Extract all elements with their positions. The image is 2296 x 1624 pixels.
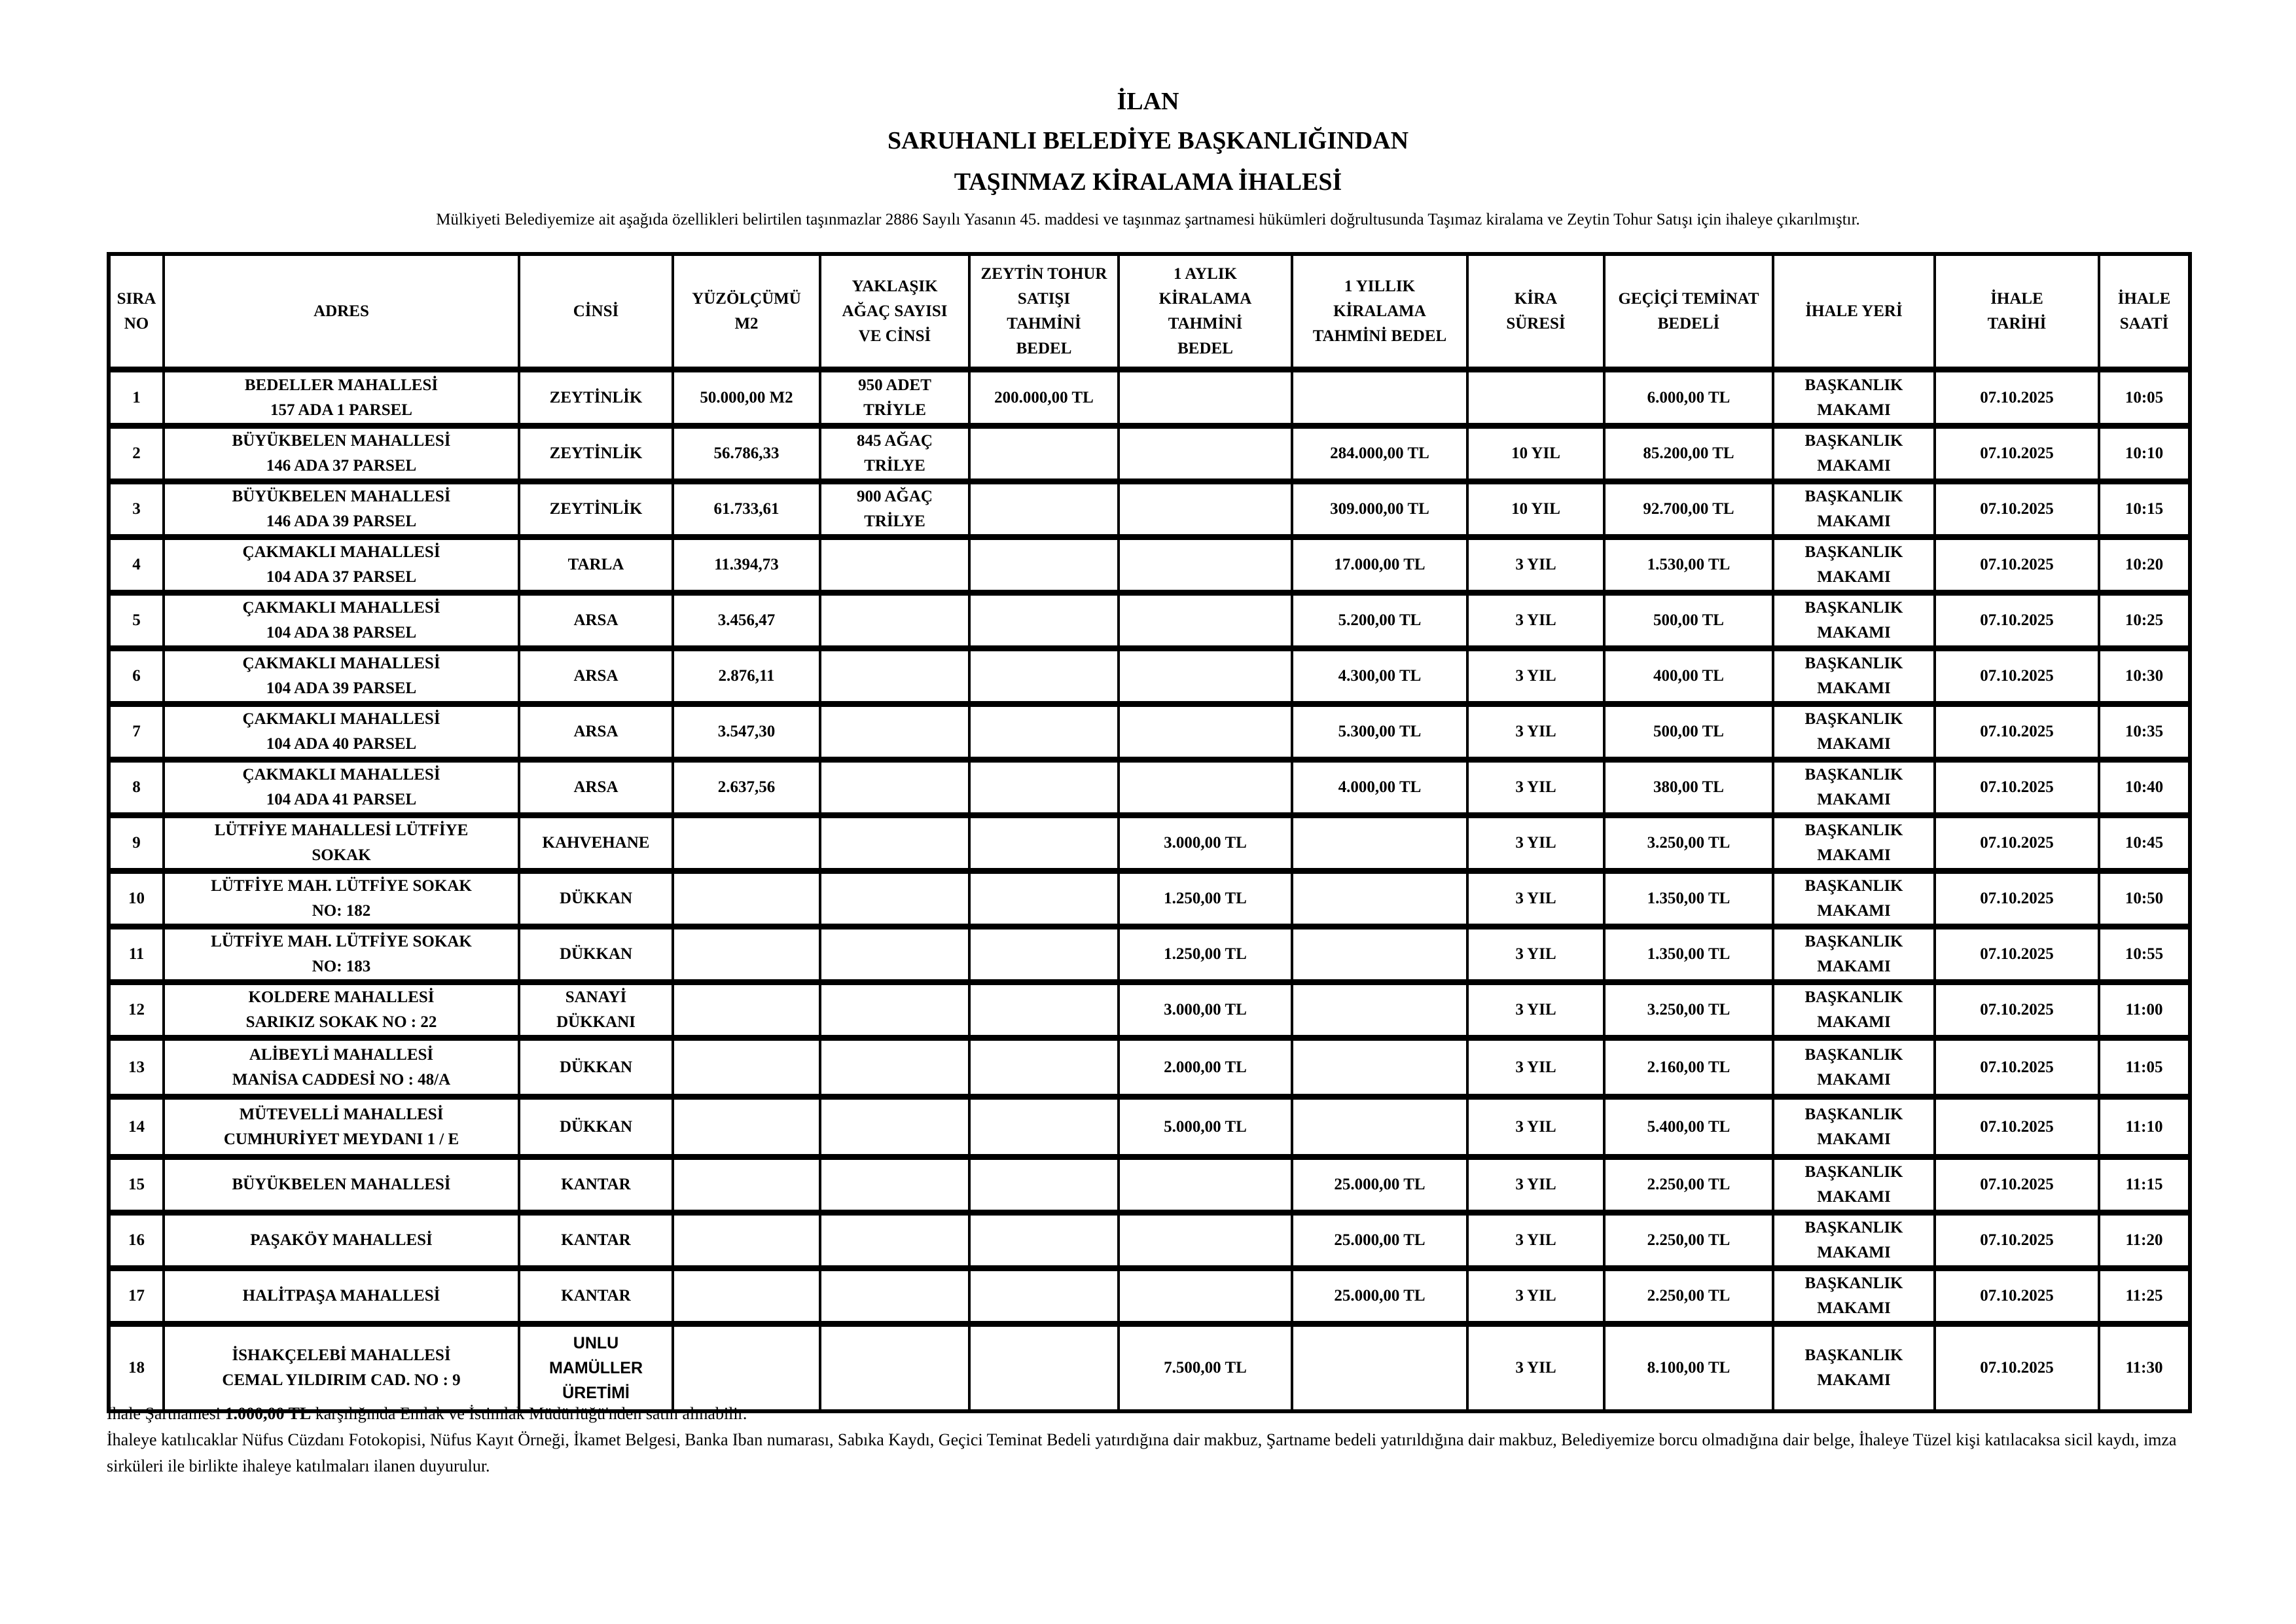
area-cell	[673, 1324, 820, 1411]
date-cell: 07.10.2025	[1935, 1097, 2099, 1157]
monthly-rent-cell	[1119, 426, 1292, 482]
deposit-cell: 1.350,00 TL	[1604, 927, 1773, 983]
lease-term-cell: 10 YIL	[1467, 482, 1604, 537]
lease-term-cell: 3 YIL	[1467, 760, 1604, 816]
seed-sale-cell	[969, 1097, 1119, 1157]
yearly-rent-cell: 4.300,00 TL	[1292, 649, 1467, 704]
date-cell: 07.10.2025	[1935, 1269, 2099, 1324]
venue-cell: BAŞKANLIK MAKAMI	[1773, 482, 1935, 537]
column-header: ZEYTİN TOHUR SATIŞI TAHMİNİ BEDEL	[969, 254, 1119, 370]
type-cell: DÜKKAN	[519, 927, 673, 983]
column-header: İHALE SAATİ	[2099, 254, 2190, 370]
footer-spec-pre: İhale Şartnamesi	[107, 1404, 225, 1423]
venue-cell: BAŞKANLIK MAKAMI	[1773, 1213, 1935, 1269]
column-header: YÜZÖLÇÜMÜ M2	[673, 254, 820, 370]
area-cell	[673, 1269, 820, 1324]
deposit-cell: 2.250,00 TL	[1604, 1269, 1773, 1324]
column-header: KİRA SÜRESİ	[1467, 254, 1604, 370]
tree-count-cell	[820, 593, 969, 649]
seed-sale-cell	[969, 1038, 1119, 1097]
seed-sale-cell	[969, 816, 1119, 871]
address-cell: PAŞAKÖY MAHALLESİ	[164, 1213, 519, 1269]
row-number: 17	[109, 1269, 164, 1324]
tree-count-cell: 845 AĞAÇ TRİLYE	[820, 426, 969, 482]
tree-count-cell	[820, 1324, 969, 1411]
venue-cell: BAŞKANLIK MAKAMI	[1773, 1269, 1935, 1324]
row-number: 14	[109, 1097, 164, 1157]
time-cell: 11:25	[2099, 1269, 2190, 1324]
address-cell: ALİBEYLİ MAHALLESİ MANİSA CADDESİ NO : 48/A	[164, 1038, 519, 1097]
row-number: 18	[109, 1324, 164, 1411]
area-cell	[673, 1038, 820, 1097]
lease-term-cell: 3 YIL	[1467, 1213, 1604, 1269]
date-cell: 07.10.2025	[1935, 1324, 2099, 1411]
deposit-cell: 6.000,00 TL	[1604, 370, 1773, 426]
seed-sale-cell	[969, 482, 1119, 537]
type-cell: ARSA	[519, 760, 673, 816]
time-cell: 11:30	[2099, 1324, 2190, 1411]
type-cell: KANTAR	[519, 1269, 673, 1324]
yearly-rent-cell: 17.000,00 TL	[1292, 537, 1467, 593]
row-number: 5	[109, 593, 164, 649]
lease-term-cell: 3 YIL	[1467, 704, 1604, 760]
deposit-cell: 2.160,00 TL	[1604, 1038, 1773, 1097]
yearly-rent-cell	[1292, 927, 1467, 983]
column-header: YAKLAŞIK AĞAÇ SAYISI VE CİNSİ	[820, 254, 969, 370]
area-cell	[673, 871, 820, 927]
monthly-rent-cell: 3.000,00 TL	[1119, 983, 1292, 1038]
yearly-rent-cell: 25.000,00 TL	[1292, 1213, 1467, 1269]
column-header: SIRA NO	[109, 254, 164, 370]
table-row	[109, 704, 2190, 760]
row-number: 1	[109, 370, 164, 426]
type-cell: ZEYTİNLİK	[519, 482, 673, 537]
yearly-rent-cell	[1292, 370, 1467, 426]
deposit-cell: 5.400,00 TL	[1604, 1097, 1773, 1157]
date-cell: 07.10.2025	[1935, 927, 2099, 983]
yearly-rent-cell: 4.000,00 TL	[1292, 760, 1467, 816]
table-row	[109, 426, 2190, 482]
address-cell: LÜTFİYE MAH. LÜTFİYE SOKAK NO: 183	[164, 927, 519, 983]
column-header: CİNSİ	[519, 254, 673, 370]
date-cell: 07.10.2025	[1935, 704, 2099, 760]
time-cell: 10:30	[2099, 649, 2190, 704]
row-number: 11	[109, 927, 164, 983]
time-cell: 10:40	[2099, 760, 2190, 816]
date-cell: 07.10.2025	[1935, 537, 2099, 593]
column-header: GEÇİÇİ TEMİNAT BEDELİ	[1604, 254, 1773, 370]
tree-count-cell	[820, 760, 969, 816]
address-cell: HALİTPAŞA MAHALLESİ	[164, 1269, 519, 1324]
deposit-cell: 500,00 TL	[1604, 704, 1773, 760]
address-cell: İSHAKÇELEBİ MAHALLESİ CEMAL YILDIRIM CAD. NO : 9	[164, 1324, 519, 1411]
tree-count-cell	[820, 537, 969, 593]
footer-spec-price: 1.000,00 TL	[224, 1404, 312, 1423]
table-row	[109, 760, 2190, 816]
time-cell: 11:00	[2099, 983, 2190, 1038]
tree-count-cell	[820, 1157, 969, 1213]
type-cell: DÜKKAN	[519, 1038, 673, 1097]
monthly-rent-cell	[1119, 1269, 1292, 1324]
deposit-cell: 92.700,00 TL	[1604, 482, 1773, 537]
seed-sale-cell	[969, 426, 1119, 482]
row-number: 7	[109, 704, 164, 760]
venue-cell: BAŞKANLIK MAKAMI	[1773, 370, 1935, 426]
yearly-rent-cell	[1292, 1324, 1467, 1411]
time-cell: 11:10	[2099, 1097, 2190, 1157]
monthly-rent-cell	[1119, 704, 1292, 760]
area-cell	[673, 927, 820, 983]
type-cell: DÜKKAN	[519, 1097, 673, 1157]
notice-title: İLAN	[1117, 88, 1179, 115]
date-cell: 07.10.2025	[1935, 760, 2099, 816]
monthly-rent-cell	[1119, 593, 1292, 649]
time-cell: 10:35	[2099, 704, 2190, 760]
address-cell: ÇAKMAKLI MAHALLESİ 104 ADA 38 PARSEL	[164, 593, 519, 649]
seed-sale-cell	[969, 1157, 1119, 1213]
date-cell: 07.10.2025	[1935, 1213, 2099, 1269]
date-cell: 07.10.2025	[1935, 1157, 2099, 1213]
type-cell: TARLA	[519, 537, 673, 593]
area-cell: 61.733,61	[673, 482, 820, 537]
type-cell: KANTAR	[519, 1157, 673, 1213]
row-number: 9	[109, 816, 164, 871]
tree-count-cell	[820, 1269, 969, 1324]
address-cell: LÜTFİYE MAHALLESİ LÜTFİYE SOKAK	[164, 816, 519, 871]
time-cell: 10:25	[2099, 593, 2190, 649]
lease-term-cell: 3 YIL	[1467, 1038, 1604, 1097]
time-cell: 11:05	[2099, 1038, 2190, 1097]
monthly-rent-cell	[1119, 1157, 1292, 1213]
table-row	[109, 1157, 2190, 1213]
table-row	[109, 1324, 2190, 1411]
deposit-cell: 3.250,00 TL	[1604, 816, 1773, 871]
seed-sale-cell	[969, 537, 1119, 593]
monthly-rent-cell	[1119, 482, 1292, 537]
tender-table	[107, 252, 2192, 1413]
seed-sale-cell	[969, 1324, 1119, 1411]
deposit-cell: 380,00 TL	[1604, 760, 1773, 816]
column-header: 1 YILLIK KİRALAMA TAHMİNİ BEDEL	[1292, 254, 1467, 370]
type-cell: ARSA	[519, 593, 673, 649]
table-row	[109, 593, 2190, 649]
seed-sale-cell	[969, 1213, 1119, 1269]
lease-term-cell: 10 YIL	[1467, 426, 1604, 482]
venue-cell: BAŞKANLIK MAKAMI	[1773, 871, 1935, 927]
yearly-rent-cell	[1292, 871, 1467, 927]
table-row	[109, 816, 2190, 871]
footer-spec-note	[107, 1401, 2188, 1427]
column-header: İHALE TARİHİ	[1935, 254, 2099, 370]
type-cell: ARSA	[519, 649, 673, 704]
monthly-rent-cell	[1119, 537, 1292, 593]
type-cell: SANAYİ DÜKKANI	[519, 983, 673, 1038]
lease-term-cell	[1467, 370, 1604, 426]
table-row	[109, 649, 2190, 704]
type-cell: KANTAR	[519, 1213, 673, 1269]
type-cell: ZEYTİNLİK	[519, 370, 673, 426]
deposit-cell: 1.350,00 TL	[1604, 871, 1773, 927]
yearly-rent-cell	[1292, 1038, 1467, 1097]
row-number: 2	[109, 426, 164, 482]
time-cell: 10:50	[2099, 871, 2190, 927]
date-cell: 07.10.2025	[1935, 426, 2099, 482]
venue-cell: BAŞKANLIK MAKAMI	[1773, 426, 1935, 482]
deposit-cell: 2.250,00 TL	[1604, 1157, 1773, 1213]
area-cell: 50.000,00 M2	[673, 370, 820, 426]
table-row	[109, 370, 2190, 426]
seed-sale-cell	[969, 649, 1119, 704]
area-cell: 3.456,47	[673, 593, 820, 649]
monthly-rent-cell: 1.250,00 TL	[1119, 927, 1292, 983]
area-cell: 56.786,33	[673, 426, 820, 482]
time-cell: 10:05	[2099, 370, 2190, 426]
date-cell: 07.10.2025	[1935, 1038, 2099, 1097]
deposit-cell: 500,00 TL	[1604, 593, 1773, 649]
time-cell: 10:15	[2099, 482, 2190, 537]
row-number: 4	[109, 537, 164, 593]
table-row	[109, 983, 2190, 1038]
venue-cell: BAŞKANLIK MAKAMI	[1773, 537, 1935, 593]
area-cell: 11.394,73	[673, 537, 820, 593]
seed-sale-cell	[969, 593, 1119, 649]
time-cell: 10:20	[2099, 537, 2190, 593]
venue-cell: BAŞKANLIK MAKAMI	[1773, 760, 1935, 816]
address-cell: BÜYÜKBELEN MAHALLESİ 146 ADA 37 PARSEL	[164, 426, 519, 482]
venue-cell: BAŞKANLIK MAKAMI	[1773, 983, 1935, 1038]
seed-sale-cell	[969, 704, 1119, 760]
area-cell: 3.547,30	[673, 704, 820, 760]
address-cell: BEDELLER MAHALLESİ 157 ADA 1 PARSEL	[164, 370, 519, 426]
venue-cell: BAŞKANLIK MAKAMI	[1773, 704, 1935, 760]
deposit-cell: 400,00 TL	[1604, 649, 1773, 704]
row-number: 12	[109, 983, 164, 1038]
venue-cell: BAŞKANLIK MAKAMI	[1773, 593, 1935, 649]
seed-sale-cell	[969, 927, 1119, 983]
type-cell: ZEYTİNLİK	[519, 426, 673, 482]
row-number: 8	[109, 760, 164, 816]
footer-spec-post: karşılığında Emlak ve İstimlak Müdürlüğü'nden satın alınabilir.	[311, 1404, 747, 1423]
monthly-rent-cell: 5.000,00 TL	[1119, 1097, 1292, 1157]
lease-term-cell: 3 YIL	[1467, 537, 1604, 593]
lease-term-cell: 3 YIL	[1467, 593, 1604, 649]
tree-count-cell	[820, 983, 969, 1038]
seed-sale-cell	[969, 760, 1119, 816]
table-row	[109, 537, 2190, 593]
venue-cell: BAŞKANLIK MAKAMI	[1773, 649, 1935, 704]
area-cell	[673, 1157, 820, 1213]
date-cell: 07.10.2025	[1935, 370, 2099, 426]
yearly-rent-cell	[1292, 816, 1467, 871]
time-cell: 10:10	[2099, 426, 2190, 482]
tree-count-cell	[820, 927, 969, 983]
table-header-row	[109, 254, 2190, 370]
monthly-rent-cell: 7.500,00 TL	[1119, 1324, 1292, 1411]
area-cell: 2.637,56	[673, 760, 820, 816]
address-cell: ÇAKMAKLI MAHALLESİ 104 ADA 41 PARSEL	[164, 760, 519, 816]
deposit-cell: 85.200,00 TL	[1604, 426, 1773, 482]
area-cell	[673, 1213, 820, 1269]
row-number: 13	[109, 1038, 164, 1097]
table-row	[109, 927, 2190, 983]
tender-title: TAŞINMAZ KİRALAMA İHALESİ	[954, 168, 1342, 196]
address-cell: MÜTEVELLİ MAHALLESİ CUMHURİYET MEYDANI 1 / E	[164, 1097, 519, 1157]
address-cell: KOLDERE MAHALLESİ SARIKIZ SOKAK NO : 22	[164, 983, 519, 1038]
date-cell: 07.10.2025	[1935, 983, 2099, 1038]
lease-term-cell: 3 YIL	[1467, 871, 1604, 927]
address-cell: BÜYÜKBELEN MAHALLESİ 146 ADA 39 PARSEL	[164, 482, 519, 537]
row-number: 3	[109, 482, 164, 537]
venue-cell: BAŞKANLIK MAKAMI	[1773, 1097, 1935, 1157]
address-cell: ÇAKMAKLI MAHALLESİ 104 ADA 39 PARSEL	[164, 649, 519, 704]
row-number: 10	[109, 871, 164, 927]
tree-count-cell	[820, 1097, 969, 1157]
row-number: 15	[109, 1157, 164, 1213]
date-cell: 07.10.2025	[1935, 593, 2099, 649]
venue-cell: BAŞKANLIK MAKAMI	[1773, 816, 1935, 871]
date-cell: 07.10.2025	[1935, 482, 2099, 537]
type-cell: DÜKKAN	[519, 871, 673, 927]
yearly-rent-cell: 284.000,00 TL	[1292, 426, 1467, 482]
yearly-rent-cell: 5.300,00 TL	[1292, 704, 1467, 760]
date-cell: 07.10.2025	[1935, 816, 2099, 871]
deposit-cell: 3.250,00 TL	[1604, 983, 1773, 1038]
monthly-rent-cell	[1119, 760, 1292, 816]
seed-sale-cell: 200.000,00 TL	[969, 370, 1119, 426]
deposit-cell: 1.530,00 TL	[1604, 537, 1773, 593]
intro-paragraph: Mülkiyeti Belediyemize ait aşağıda özellikleri belirtilen taşınmazlar 2886 Sayılı Yasanın 45. maddesi ve taşınmaz şartnamesi hükümleri doğrultusunda Taşımaz kiralama ve Zeytin Tohur Satışı için ihaleye çıkarılmıştır.	[436, 211, 1860, 228]
monthly-rent-cell: 2.000,00 TL	[1119, 1038, 1292, 1097]
yearly-rent-cell	[1292, 1097, 1467, 1157]
deposit-cell: 8.100,00 TL	[1604, 1324, 1773, 1411]
lease-term-cell: 3 YIL	[1467, 1097, 1604, 1157]
area-cell	[673, 816, 820, 871]
seed-sale-cell	[969, 871, 1119, 927]
type-cell: UNLU MAMÜLLER ÜRETİMİ	[519, 1324, 673, 1411]
yearly-rent-cell: 309.000,00 TL	[1292, 482, 1467, 537]
table-row	[109, 1269, 2190, 1324]
tree-count-cell	[820, 1038, 969, 1097]
yearly-rent-cell	[1292, 983, 1467, 1038]
column-header: ADRES	[164, 254, 519, 370]
address-cell: ÇAKMAKLI MAHALLESİ 104 ADA 40 PARSEL	[164, 704, 519, 760]
time-cell: 11:20	[2099, 1213, 2190, 1269]
venue-cell: BAŞKANLIK MAKAMI	[1773, 1157, 1935, 1213]
table-row	[109, 1038, 2190, 1097]
lease-term-cell: 3 YIL	[1467, 1157, 1604, 1213]
table-row	[109, 482, 2190, 537]
deposit-cell: 2.250,00 TL	[1604, 1213, 1773, 1269]
tree-count-cell: 900 AĞAÇ TRİLYE	[820, 482, 969, 537]
tree-count-cell	[820, 871, 969, 927]
time-cell: 10:45	[2099, 816, 2190, 871]
lease-term-cell: 3 YIL	[1467, 649, 1604, 704]
venue-cell: BAŞKANLIK MAKAMI	[1773, 1038, 1935, 1097]
area-cell	[673, 1097, 820, 1157]
lease-term-cell: 3 YIL	[1467, 1269, 1604, 1324]
yearly-rent-cell: 5.200,00 TL	[1292, 593, 1467, 649]
venue-cell: BAŞKANLIK MAKAMI	[1773, 927, 1935, 983]
type-cell: ARSA	[519, 704, 673, 760]
time-cell: 11:15	[2099, 1157, 2190, 1213]
row-number: 6	[109, 649, 164, 704]
monthly-rent-cell	[1119, 370, 1292, 426]
tree-count-cell	[820, 704, 969, 760]
footer-requirements: İhaleye katılıcaklar Nüfus Cüzdanı Fotokopisi, Nüfus Kayıt Örneği, İkamet Belgesi, Banka Iban numarası, Sabıka Kaydı, Geçici Teminat Bedeli yatırdığına dair makbuz, Şartname bedeli yatırıldığına dair makbuz, Belediyemize borcu olmadığına dair belge, İhaleye Tüzel kişi katılacaksa sicil kaydı, imza sirküleri ile birlikte ihaleye katılmaları ilanen duyurulur.	[107, 1430, 2177, 1475]
lease-term-cell: 3 YIL	[1467, 1324, 1604, 1411]
monthly-rent-cell: 3.000,00 TL	[1119, 816, 1292, 871]
lease-term-cell: 3 YIL	[1467, 816, 1604, 871]
date-cell: 07.10.2025	[1935, 871, 2099, 927]
column-header: İHALE YERİ	[1773, 254, 1935, 370]
lease-term-cell: 3 YIL	[1467, 983, 1604, 1038]
table-row	[109, 1213, 2190, 1269]
table-row	[109, 871, 2190, 927]
lease-term-cell: 3 YIL	[1467, 927, 1604, 983]
row-number: 16	[109, 1213, 164, 1269]
date-cell: 07.10.2025	[1935, 649, 2099, 704]
address-cell: ÇAKMAKLI MAHALLESİ 104 ADA 37 PARSEL	[164, 537, 519, 593]
column-header: 1 AYLIK KİRALAMA TAHMİNİ BEDEL	[1119, 254, 1292, 370]
area-cell: 2.876,11	[673, 649, 820, 704]
type-cell: KAHVEHANE	[519, 816, 673, 871]
seed-sale-cell	[969, 1269, 1119, 1324]
tree-count-cell	[820, 649, 969, 704]
tree-count-cell	[820, 1213, 969, 1269]
yearly-rent-cell: 25.000,00 TL	[1292, 1157, 1467, 1213]
monthly-rent-cell	[1119, 649, 1292, 704]
area-cell	[673, 983, 820, 1038]
tree-count-cell	[820, 816, 969, 871]
tree-count-cell: 950 ADET TRİYLE	[820, 370, 969, 426]
issuer-title: SARUHANLI BELEDİYE BAŞKANLIĞINDAN	[887, 127, 1409, 154]
time-cell: 10:55	[2099, 927, 2190, 983]
monthly-rent-cell: 1.250,00 TL	[1119, 871, 1292, 927]
venue-cell: BAŞKANLIK MAKAMI	[1773, 1324, 1935, 1411]
table-row	[109, 1097, 2190, 1157]
address-cell: BÜYÜKBELEN MAHALLESİ	[164, 1157, 519, 1213]
address-cell: LÜTFİYE MAH. LÜTFİYE SOKAK NO: 182	[164, 871, 519, 927]
monthly-rent-cell	[1119, 1213, 1292, 1269]
yearly-rent-cell: 25.000,00 TL	[1292, 1269, 1467, 1324]
seed-sale-cell	[969, 983, 1119, 1038]
